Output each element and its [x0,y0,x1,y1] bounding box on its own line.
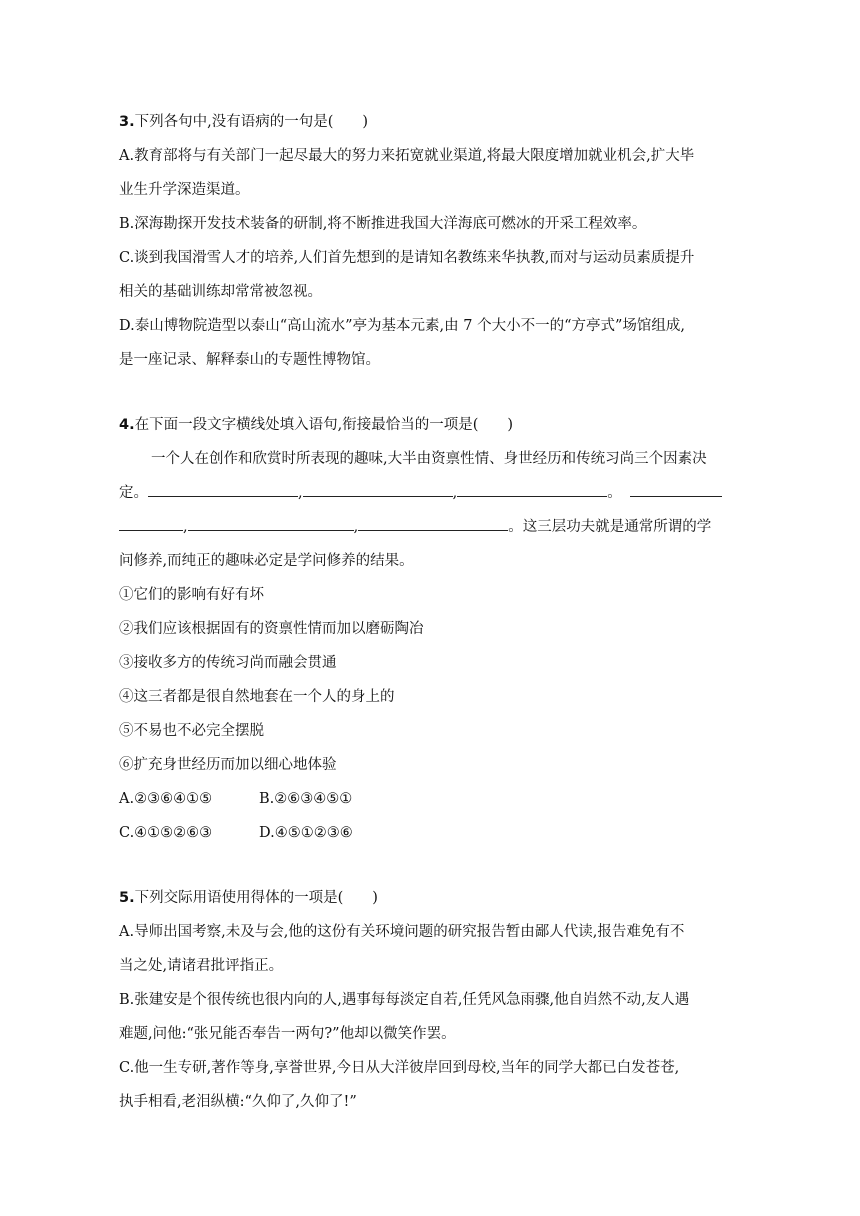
passage-text-start: 定。 [119,485,148,501]
question-3-option-a-line1: A.教育部将与有关部门一起尽最大的努力来拓宽就业渠道,将最大限度增加就业机会,扩大毕 [119,148,695,164]
question-3-stem-text: 下列各句中,没有语病的一句是( ) [134,114,369,130]
question-4 [119,408,749,850]
question-4-choice-d: D.④⑤①②③⑥ [259,825,353,841]
passage-comma-1: , [298,485,303,501]
question-4-choices-row-1 [119,782,749,816]
question-5-option-a-line2: 当之处,请诸君批评指正。 [119,958,284,974]
passage-comma-2: , [452,485,458,501]
fill-blank-3 [457,478,607,497]
question-3-option-c-line2: 相关的基础训练却常常被忽视。 [119,284,322,300]
question-4-item-5: ⑤不易也不必完全摆脱 [119,723,264,739]
question-3-stem [119,105,749,139]
question-3-number: 3. [119,114,135,130]
question-4-item-1: ①它们的影响有好有坏 [119,587,264,603]
question-3 [119,105,749,377]
passage-comma-3: , [183,519,188,535]
question-4-item-3: ③接收多方的传统习尚而融会贯通 [119,655,337,671]
passage-text-end: 。这三层功夫就是通常所谓的学 [508,519,712,535]
question-5-number: 5. [119,890,135,906]
question-3-option-a-line2: 业生升学深造渠道。 [119,182,250,198]
passage-comma-4: , [353,519,359,535]
question-4-passage-line3 [119,510,749,544]
question-3-option-b: B.深海勘探开发技术装备的研制,将不断推进我国大洋海底可燃冰的开采工程效率。 [119,216,647,232]
question-5-option-b-line1: B.张建安是个很传统也很内向的人,遇事每每淡定自若,任凭风急雨骤,他自岿然不动,友人遇 [119,992,690,1008]
question-5-option-a-line1: A.导师出国考察,未及与会,他的这份有关环境问题的研究报告暂由鄙人代读,报告难免有不 [119,924,685,940]
question-4-item-6: ⑥扩充身世经历而加以细心地体验 [119,757,337,773]
question-4-number: 4. [119,417,135,433]
question-4-choice-c: C.④①⑤②⑥③ [119,825,213,841]
question-5-stem [119,881,749,915]
question-5 [119,881,749,1119]
question-3-option-d-line2: 是一座记录、解释泰山的专题性博物馆。 [119,352,380,368]
passage-period-1: 。 [607,485,622,501]
fill-blank-1 [148,478,298,497]
fill-blank-4-part2 [119,512,183,531]
question-4-stem-text: 在下面一段文字横线处填入语句,衔接最恰当的一项是( ) [134,417,514,433]
fill-blank-5 [188,512,354,531]
fill-blank-2 [303,478,453,497]
question-4-passage-line4: 问修养,而纯正的趣味必定是学问修养的结果。 [119,553,414,569]
fill-blank-6 [358,512,508,531]
question-4-choice-a: A.②③⑥④①⑤ [119,791,213,807]
question-4-stem [119,408,749,442]
question-4-item-4: ④这三者都是很自然地套在一个人的身上的 [119,689,395,705]
question-5-option-b-line2: 难题,问他:“张兄能否奉告一两句?”他却以微笑作罢。 [119,1026,456,1042]
question-4-passage-line1: 一个人在创作和欣赏时所表现的趣味,大半由资禀性情、身世经历和传统习尚三个因素决 [151,451,707,467]
question-4-item-2: ②我们应该根据固有的资禀性情而加以磨砺陶冶 [119,621,424,637]
question-5-option-c-line2: 执手相看,老泪纵横:“久仰了,久仰了!” [119,1094,357,1110]
question-4-choices-row-2 [119,816,749,850]
question-4-choice-b: B.②⑥③④⑤① [259,791,353,807]
question-5-stem-text: 下列交际用语使用得体的一项是( ) [134,890,378,906]
question-3-option-c-line1: C.谈到我国滑雪人才的培养,人们首先想到的是请知名教练来华执教,而对与运动员素质提升 [119,250,695,266]
fill-blank-4-part1 [630,478,722,497]
question-3-option-d-line1: D.泰山博物院造型以泰山“高山流水”亭为基本元素,由 7 个大小不一的“方亭式”场馆组成, [119,318,686,334]
question-5-option-c-line1: C.他一生专研,著作等身,享誉世界,今日从大洋彼岸回到母校,当年的同学大都已白发苍苍, [119,1060,680,1076]
question-4-passage-line2 [119,476,749,510]
